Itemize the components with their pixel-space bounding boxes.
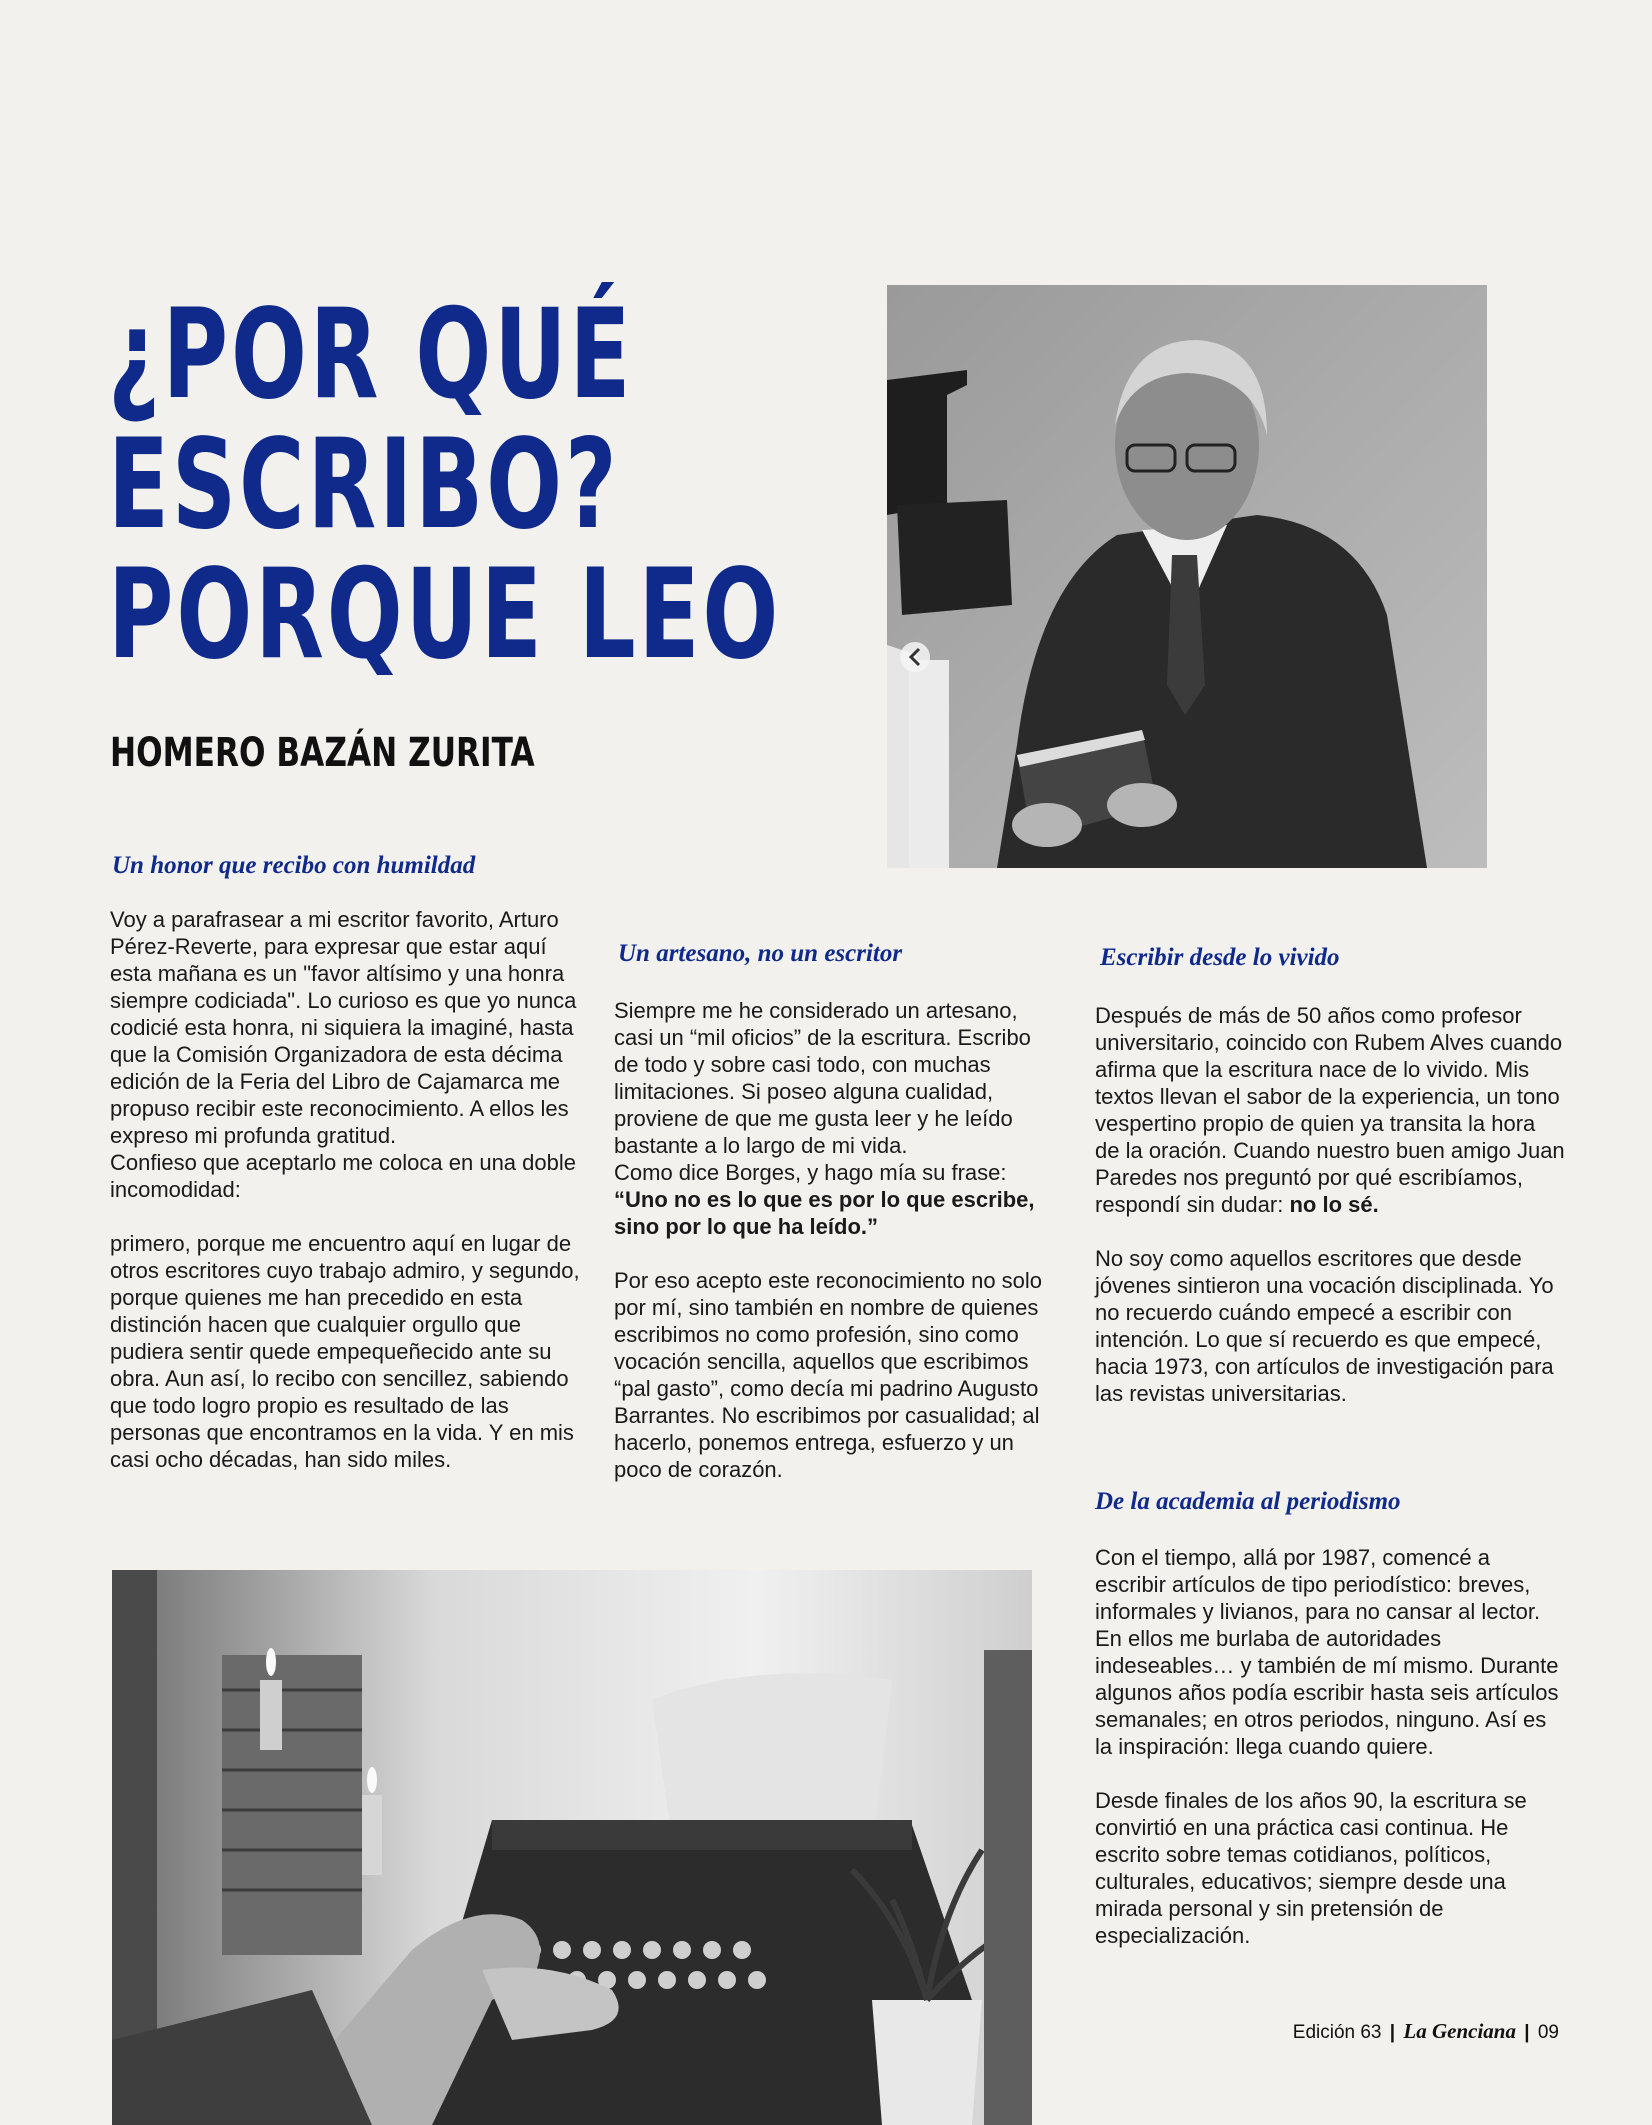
section3-paragraph-1-text: Después de más de 50 años como profesor universitario, coincido con Rubem Alves cuando afirma que la escritura nace de lo vivido. Mis textos llevan el sabor de la experiencia, un tono vespertino propio de quien ya transita la hora de la oración. Cuando nuestro buen amigo Juan Paredes nos preguntó por qué escribíamos, respondí sin dudar: [1095,1003,1565,1217]
section3-body [1095,1002,1565,1407]
section3-paragraph-2: No soy como aquellos escritores que desde jóvenes sintieron una vocación disciplinada. Yo no recuerdo cuándo empecé a escribir con intención. Lo que sí recuerdo es que empecé, hacia 1973, con artículos de investigación para las revistas universitarias. [1095,1246,1554,1406]
section2-paragraph-2: Como dice Borges, y hago mía su frase: [614,1160,1007,1185]
title-line-3: PORQUE LEO [108,543,782,687]
section4-heading: De la academia al periodismo [1095,1488,1401,1515]
footer-separator: | [1389,2022,1396,2043]
section1-paragraph-3: primero, porque me encuentro aquí en lugar de otros escritores cuyo trabajo admiro, y segundo, porque quienes me han precedido en esta distinción hacen que cualquier orgullo que pudiera sentir quede empequeñecido ante su obra. Aun así, lo recibo con sencillez, sabiendo que todo logro propio es resultado de las personas que encontramos en la vida. Y en mis casi ocho décadas, han sido miles. [110,1231,580,1472]
edition-label: Edición 63 [1292,2022,1382,2043]
section2-body [614,997,1049,1483]
author-name: HOMERO BAZÁN ZURITA [110,730,535,776]
page-footer [1293,2019,1559,2044]
section3-heading: Escribir desde lo vivido [1100,944,1340,971]
section1-body [110,906,580,1473]
section4-paragraph-2: Desde finales de los años 90, la escritura se convirtió en una práctica casi continua. He escrito sobre temas cotidianos, políticos, culturales, educativos; siempre desde una mirada personal y sin pretensión de especialización. [1095,1788,1527,1948]
article-title [108,283,782,687]
section1-heading: Un honor que recibo con humildad [112,852,476,879]
footer-separator: | [1524,2022,1530,2043]
page-number: 09 [1537,2022,1559,2043]
section2-paragraph-3: Por eso acepto este reconocimiento no solo por mí, sino también en nombre de quienes escribimos no como profesión, sino como vocación sencilla, aquellos que escribimos “pal gasto”, como decía mi padrino Augusto Barrantes. No escribimos por casualidad; al hacerlo, ponemos entrega, esfuerzo y un poco de corazón. [614,1268,1043,1482]
borges-quote: “Uno no es lo que es por lo que escribe, sino por lo que ha leído.” [614,1187,1035,1239]
title-line-1: ¿POR QUÉ [108,283,634,427]
section4-body [1095,1544,1565,1949]
magazine-brand: La Genciana [1403,2019,1516,2043]
section1-paragraph-2: Confieso que aceptarlo me coloca en una doble incomodidad: [110,1150,576,1202]
title-line-2: ESCRIBO? [108,413,620,557]
section3-paragraph-1 [1095,1002,1565,1218]
author-photo [887,285,1487,868]
section2-heading: Un artesano, no un escritor [618,940,903,967]
typewriter-photo [112,1570,1032,2125]
section3-bold-answer: no lo sé. [1289,1192,1379,1217]
section1-paragraph-1: Voy a parafrasear a mi escritor favorito, Arturo Pérez-Reverte, para expresar que estar aquí esta mañana es un "favor altísimo y una honra siempre codiciada". Lo curioso es que yo nunca codicié esta honra, ni siquiera la imaginé, hasta que la Comisión Organizadora de esta décima edición de la Feria del Libro de Cajamarca me propuso recibir este reconocimiento. A ellos les expreso mi profunda gratitud. [110,907,577,1148]
section4-paragraph-1: Con el tiempo, allá por 1987, comencé a escribir artículos de tipo periodístico: breves, informales y livianos, para no cansar al lector. En ellos me burlaba de autoridades indeseables… y también de mí mismo. Durante algunos años podía escribir hasta seis artículos semanales; en otros periodos, ninguno. Así es la inspiración: llega cuando quiere. [1095,1545,1559,1759]
section2-paragraph-1: Siempre me he considerado un artesano, casi un “mil oficios” de la escritura. Escribo de todo y sobre casi todo, con muchas limitaciones. Si poseo alguna cualidad, proviene de que me gusta leer y he leído bastante a lo largo de mi vida. [614,998,1031,1158]
